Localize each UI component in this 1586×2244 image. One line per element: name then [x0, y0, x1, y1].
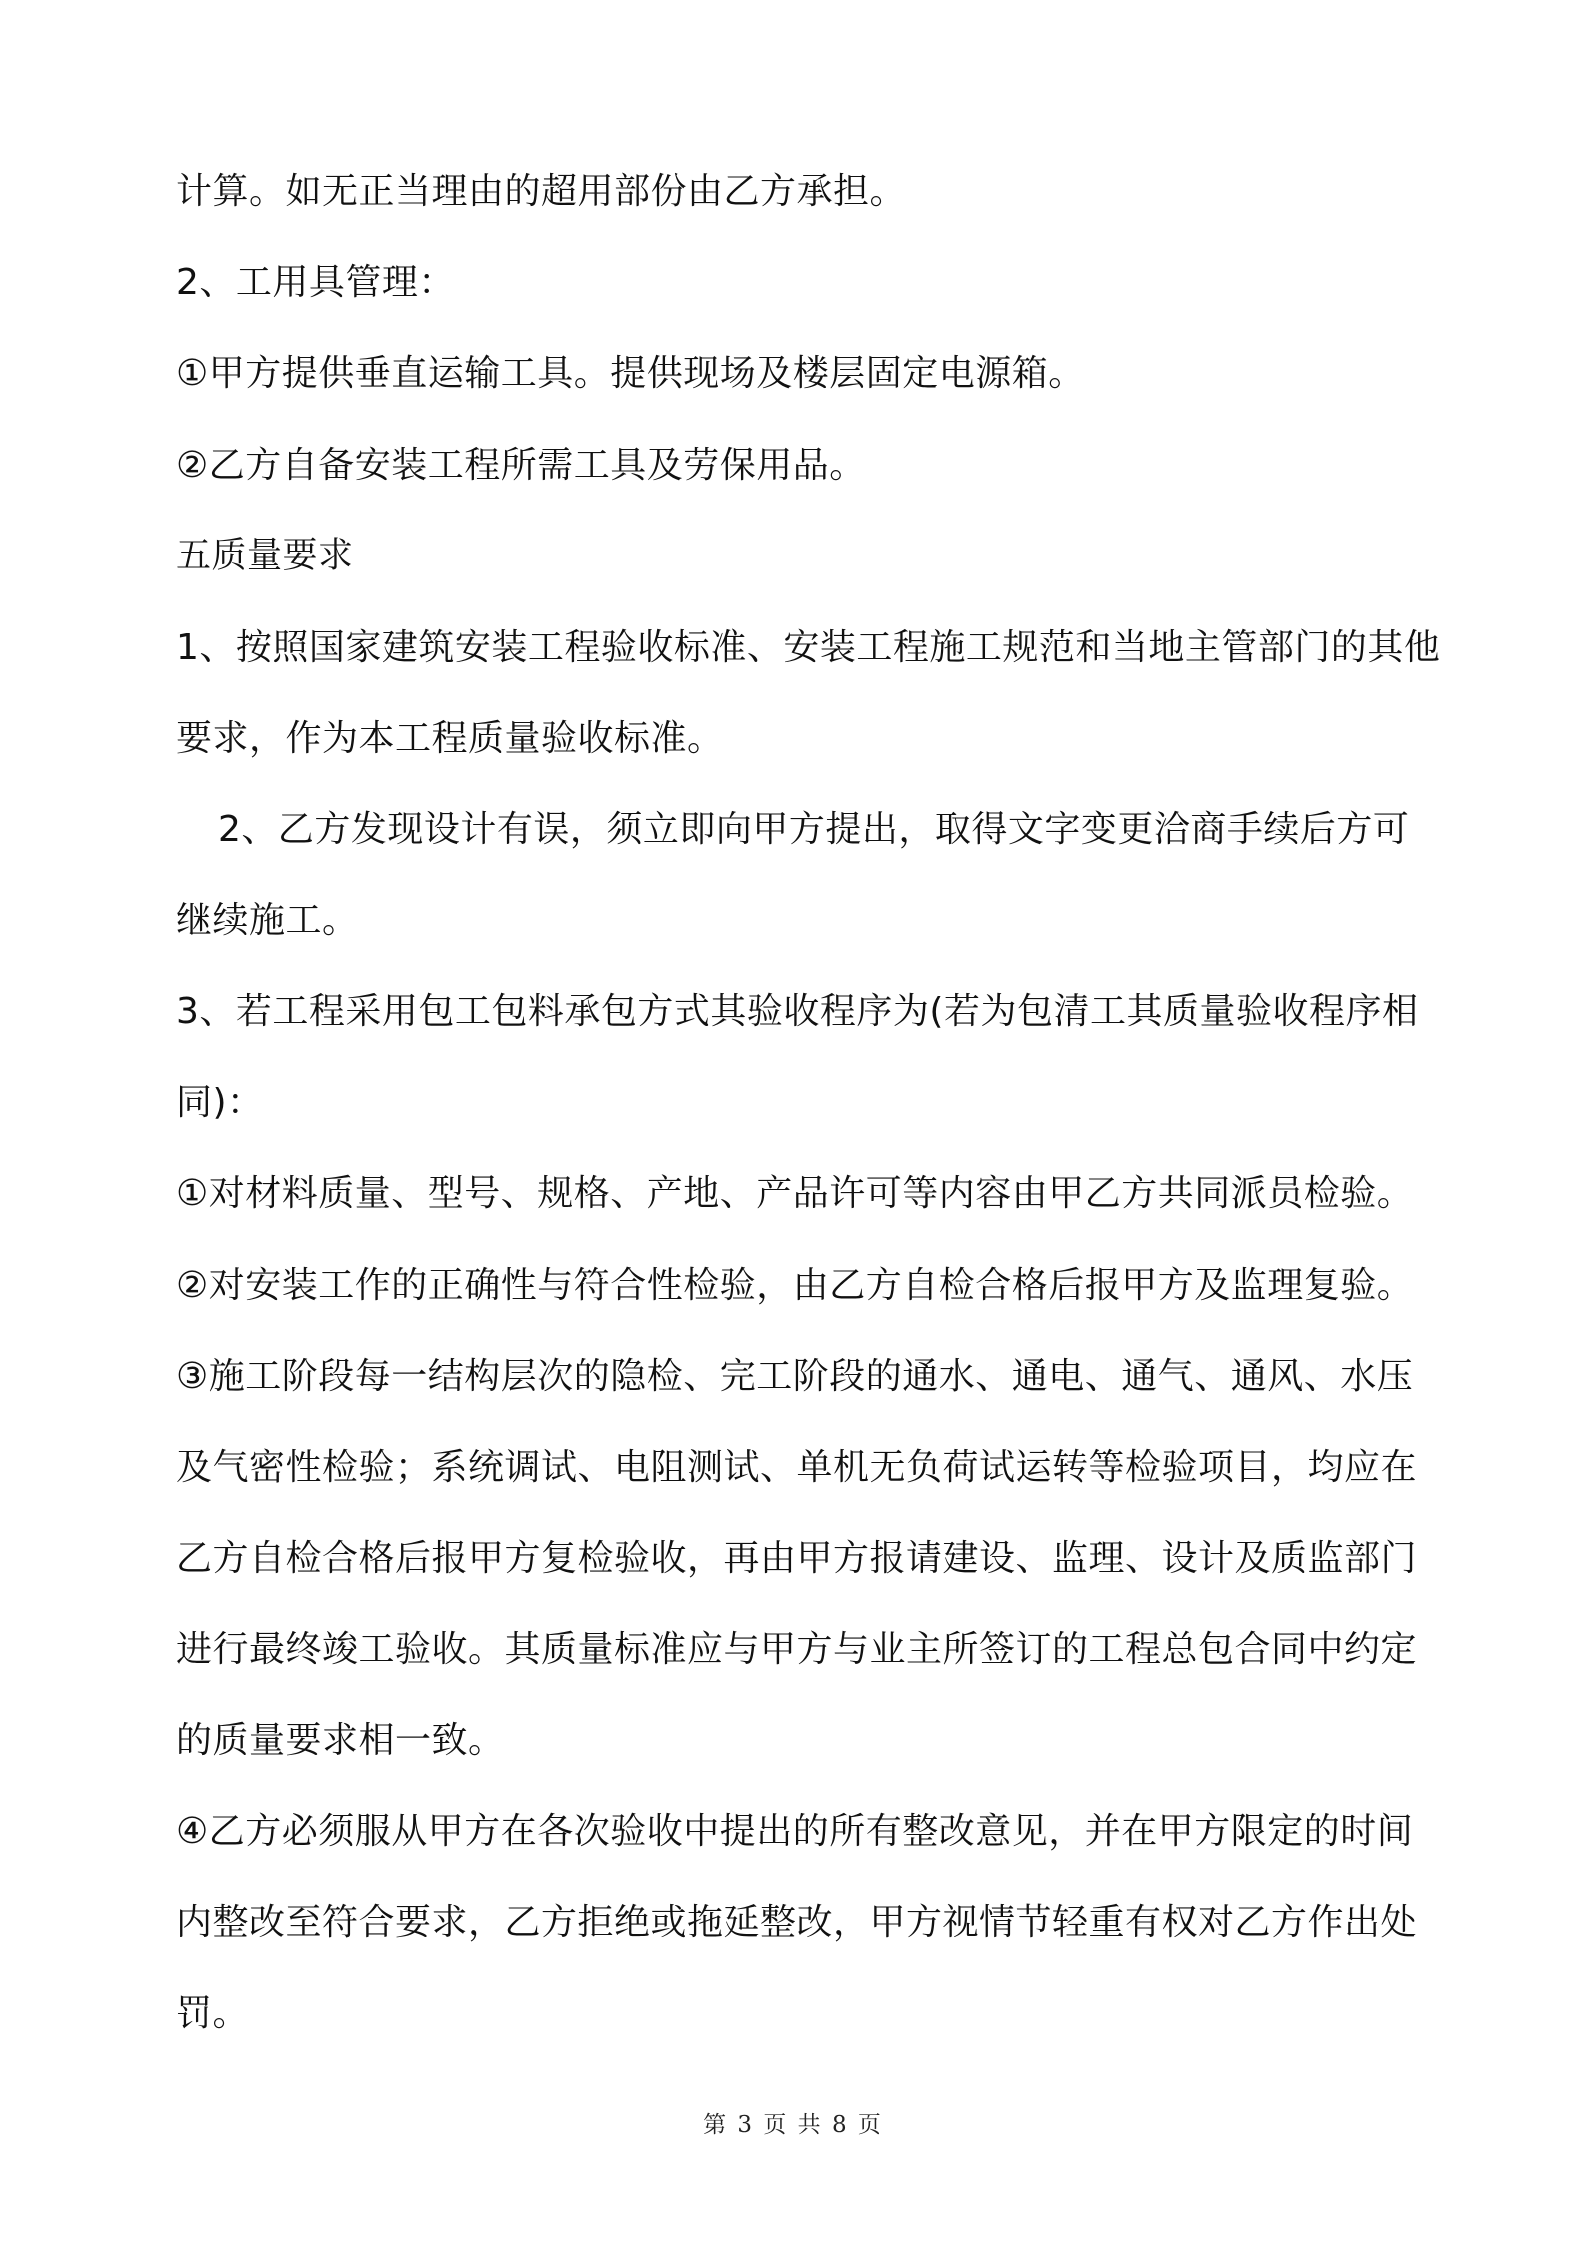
text-line-7: 要求，作为本工程质量验收标准。 — [176, 718, 724, 759]
text-line-4: ②乙方自备安装工程所需工具及劳保用品。 — [176, 445, 866, 486]
text-line-20: 内整改至符合要求，乙方拒绝或拖延整改，甲方视情节轻重有权对乙方作出处 — [176, 1902, 1418, 1943]
text-line-3: ①甲方提供垂直运输工具。提供现场及楼层固定电源箱。 — [176, 353, 1085, 394]
text-line-19: ④乙方必须服从甲方在各次验收中提出的所有整改意见，并在甲方限定的时间 — [176, 1811, 1414, 1852]
text-line-10: 3、若工程采用包工包料承包方式其验收程序为(若为包清工其质量验收程序相 — [176, 991, 1419, 1032]
text-line-11: 同)： — [176, 1082, 264, 1123]
text-line-21: 罚。 — [176, 1993, 250, 2034]
text-line-17: 进行最终竣工验收。其质量标准应与甲方与业主所签订的工程总包合同中约定 — [176, 1629, 1418, 1670]
text-line-15: 及气密性检验；系统调试、电阻测试、单机无负荷试运转等检验项目，均应在 — [176, 1447, 1418, 1488]
text-line-8: 2、乙方发现设计有误，须立即向甲方提出，取得文字变更洽商手续后方可 — [218, 809, 1410, 850]
text-line-1: 计算。如无正当理由的超用部份由乙方承担。 — [176, 171, 907, 212]
text-line-6: 1、按照国家建筑安装工程验收标准、安装工程施工规范和当地主管部门的其他 — [176, 627, 1441, 668]
page-number-footer: 第 3 页 共 8 页 — [703, 2112, 883, 2138]
text-line-14: ③施工阶段每一结构层次的隐检、完工阶段的通水、通电、通气、通风、水压 — [176, 1356, 1414, 1397]
text-line-16: 乙方自检合格后报甲方复检验收，再由甲方报请建设、监理、设计及质监部门 — [176, 1538, 1418, 1579]
text-line-13: ②对安装工作的正确性与符合性检验，由乙方自检合格后报甲方及监理复验。 — [176, 1265, 1414, 1306]
text-line-2: 2、工用具管理： — [176, 262, 455, 303]
text-line-12: ①对材料质量、型号、规格、产地、产品许可等内容由甲乙方共同派员检验。 — [176, 1173, 1414, 1214]
section-heading: 五质量要求 — [176, 536, 354, 576]
text-line-18: 的质量要求相一致。 — [176, 1720, 505, 1761]
text-line-9: 继续施工。 — [176, 900, 359, 941]
